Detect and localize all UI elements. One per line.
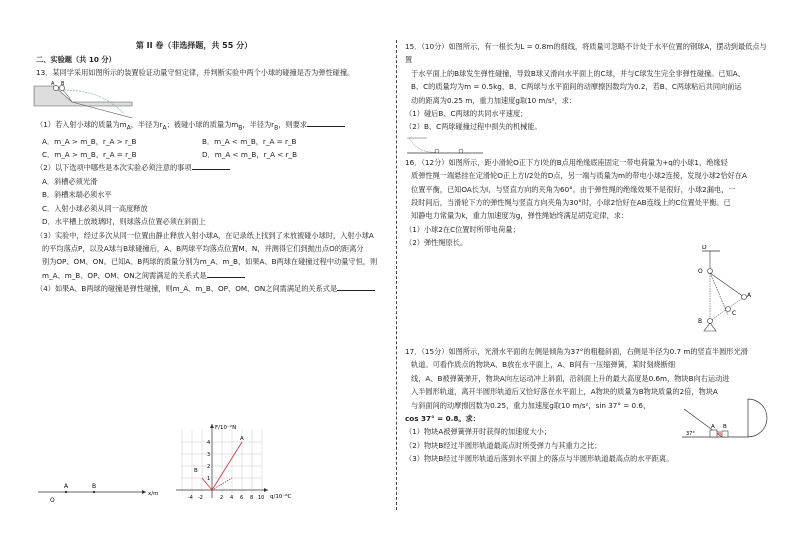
fig13-label-b: B [61, 80, 65, 87]
q15-part2: （2）B、C两球碰撞过程中损失的机械能。 [405, 122, 542, 132]
column-divider [396, 40, 397, 510]
q16-figure [690, 245, 770, 335]
q13-part2: （2）以下选项中哪些是本次实验必须注意的事项 [36, 163, 192, 173]
fig13-label-a: A [51, 80, 55, 87]
line-label-b: B [194, 468, 198, 474]
fig16-label-d: D [702, 245, 707, 251]
q13-part2-option-a: A．斜槽必须光滑 [42, 176, 98, 186]
x-axis-label: q/10⁻⁸C [270, 494, 292, 500]
fig17-label-a: A [711, 424, 715, 430]
q17-part2: （2）物块B经过半圆形轨道最高点时所受弹力与其重力之比； [405, 440, 602, 450]
right-column [405, 40, 770, 250]
q17-part1: （1）物块A被弹簧弹开时获得的加速度大小； [405, 427, 552, 437]
q13-part2-option-d: D．水平槽上放玻璃时，则球落点位置必须在斜面上 [42, 217, 206, 227]
q16-part2: （2）弹性绳原长。 [405, 238, 468, 248]
q13-part1-text-e: ，则要求 [278, 119, 308, 129]
x-axis-unit: x/m [148, 491, 159, 497]
answer-blank [207, 269, 245, 278]
q13-part4: （4）如果A、B两球的碰撞是弹性碰撞，则m_A、m_B、OP、OM、ON之间需满足的关系式是 [36, 284, 338, 294]
q16-line3: 位置平衡，已知OA长为l，与竖直方向的夹角为60°。由于弹性绳的绝缘效果不是很好，小球2漏电，一 [411, 184, 736, 194]
q15-line2: 于水平面上的B球发生弹性碰撞，导致B球又滑向水平面上的C球，并与C球发生完全非弹性碰撞。已知A、 [411, 68, 745, 78]
answer-blank [192, 161, 230, 170]
x-tick: 10 [258, 495, 265, 501]
q16-line1: 16．（12分）如图所示，距小滑轮O正下方l处的B点用绝缘底座固定一带电荷量为+q的小球1，绝缘轻 [405, 157, 728, 167]
q15-part1: （1）碰后B、C两球的共同水平速度； [405, 109, 528, 119]
q17-line6: cos 37° = 0.8。求： [405, 414, 480, 424]
q13-part1-text-c: ；被碰小球的质量为m [166, 119, 239, 129]
q13-option-d: D．m_A < m_B，r_A < r_B [202, 150, 298, 160]
fig16-label-c: C [732, 310, 737, 317]
q13-part3-line4: m_A、m_B、OP、OM、ON之间需满足的关系式是 [42, 270, 207, 280]
q13-part3-line1: （3）实验中，经过多次从同一位置由静止释放入射小球A，在记录纸上找到了未放被碰小球时，入射小球A [36, 230, 374, 240]
q15-figure [405, 134, 485, 156]
fig17-label-b: B [723, 424, 727, 430]
fig17-angle-label: 37° [686, 431, 695, 437]
q13-option-c: C．m_A > m_B，r_A = r_B [42, 150, 137, 160]
q17-line1: 17．（15分）如图所示，光滑水平面的左侧是倾角为37°的粗糙斜面，右侧是半径为0.7 m的竖直半圆形光滑 [405, 347, 748, 356]
fig16-label-a: A [747, 292, 752, 299]
q13-option-b: B．m_A < m_B，r_A = r_B [202, 136, 297, 146]
q15-line1: 15．（10分）如图所示，有一根长为L = 0.8m的细线，将质量可忽略不计处于水平位置的钢球A，摆动到最低点与置 [405, 42, 767, 65]
q13-part2-option-b: B．斜槽末端必须水平 [42, 190, 112, 200]
answer-blank [307, 118, 345, 127]
q16-part1: （1）小球2在C位置时所带电荷量； [405, 224, 520, 234]
line-label-a: A [240, 436, 244, 442]
q17-line4: 入半圆形轨道，离开半圆形轨道后又恰好落在水平面上，A物块的质量为B物块质量的2倍，物块A [411, 387, 718, 397]
origin-label: O [50, 497, 55, 504]
page-title: 第 II 卷（非选择题，共 55 分） [135, 41, 253, 50]
q15-line4: 动的距离为0.25 m，重力加速度g取10 m/s²，求： [411, 95, 577, 105]
x-tick: -2 [198, 495, 203, 501]
q17-line2: 轨道。可看作质点的物块A、B放在水平面上，A、B间有一压缩弹簧，某时刻烧断细 [411, 360, 676, 370]
y-axis-label: F/10⁻²N [215, 425, 237, 431]
x-tick: 6 [240, 495, 244, 501]
q13-stem: 13．某同学采用如图所示的装置验证动量守恒定律，并判断实验中两个小球的碰撞是否为弹性碰撞。 [36, 68, 355, 78]
fig16-label-o: O [698, 268, 703, 275]
q17-figure [680, 395, 780, 445]
axis-point-a: A [64, 483, 69, 490]
q13-apparatus-figure [32, 80, 142, 120]
y-tick: 3 [207, 452, 211, 458]
q17-line5: 与斜面间的动摩擦因数为0.25，重力加速度g取10 m/s²，sin 37° = 0.6， [411, 400, 651, 410]
q17-line3: 线，A、B被弹簧弹开，物块A向左运动冲上斜面，沿斜面上升的最大高度是0.6m，物块B向右运动进 [411, 373, 730, 383]
answer-blank [337, 282, 375, 291]
x-tick: 4 [230, 495, 234, 501]
axis-point-b: B [92, 483, 97, 490]
q16-line5: 知静电力常量为k，重力加速度为g，弹性绳始终满足胡克定律，求： [411, 211, 629, 221]
q13-part3-line2: 的平均落点P，以及A球与B球碰撞后，A、B两球平均落点位置M、N，并测得它们到抛出点O的距离分 [42, 243, 364, 253]
y-tick: 2 [207, 464, 211, 470]
q15-line3: B、C的质量均为m = 0.5kg，B、C两球与水平面间的动摩擦因数均为0.2，若B、C两球粘后共同向前运 [411, 82, 742, 92]
left-column: 二、实验题（共 10 分） 13．某同学采用如图所示的装置验证动量守恒定律，并判断实验中两个小球的碰撞是否为弹性碰撞。 A B （1）若入射小球的质量为$m_A$，半径为$r_A$；被碰小球的质量为$m_B$，半径为$r_B$，则要求 A．m_A > m_B，r_A > r_B B．m_A < m_B，r_A = r_B C．m_A > m_B，r_A = r_B D．m_A < m_B，r_A < r_B （2）以下选项中哪些是本次实验必须注意的事项 A．斜槽必须光滑 B．斜槽末端必须水平 C．入射小球必须从同一高度释放 D．水平槽上放玻璃时，则球落点位置必须在斜面上 （3）实验中，经过多次从同一位置由静止释放入射小球A，在记录纸上找到了未放被碰小球时，入射小球A 的平均落点P，以及A球与B球碰撞后，A、B两球平均落点位置M、N，并测得它们到抛出点O的距离分 别为OP、OM、ON。已知A、B两球的质量分别为m_A、m_B，如果A、B两球在碰撞过程中动量守恒，则 m_A、m_B、OP、OM、ON之间需满足的关系式是 （4）如果A、B两球的碰撞是弹性碰撞，则m_A、m_B、OP、OM、ON之间需满足的关系式是 [36, 53, 388, 296]
section-heading-experiment: 二、实验题（共 10 分） [36, 55, 116, 64]
x-tick: 2 [220, 495, 224, 501]
fq-graph [176, 424, 291, 501]
q13-option-a: A．m_A > m_B，r_A > r_B [42, 136, 137, 146]
x-tick: 8 [250, 495, 254, 501]
fig16-label-b: B [698, 318, 703, 325]
y-tick: 4 [207, 440, 211, 446]
q13-part1-text-d: ，半径为r [242, 119, 275, 129]
q16-line2: 质弹性绳一端悬挂在定滑轮O正上方l/2处的D点，另一端与质量为m的带电小球2连接，发现小球2恰好在A [411, 171, 747, 181]
q17-part3: （3）物块B经过半圆形轨道后落到水平面上的落点与半圆形轨道最高点的水平距离。 [405, 454, 674, 464]
q16-line4: 段时间后，当滑轮下方的弹性绳与竖直方向夹角为30°时，小球2恰好在AB连线上的C位置处平衡。已 [411, 198, 731, 208]
q13-part1-text: （1）若入射小球的质量为m [36, 119, 127, 129]
q13-part1-text-b: ，半径为r [130, 119, 163, 129]
q13-part2-option-c: C．入射小球必须从同一高度释放 [42, 203, 148, 213]
y-tick: 1 [207, 476, 211, 482]
x-tick: -4 [188, 495, 193, 501]
q14-figure [36, 420, 388, 510]
q13-part3-line3: 别为OP、OM、ON。已知A、B两球的质量分别为m_A、m_B，如果A、B两球在碰撞过程中动量守恒，则 [42, 257, 378, 267]
